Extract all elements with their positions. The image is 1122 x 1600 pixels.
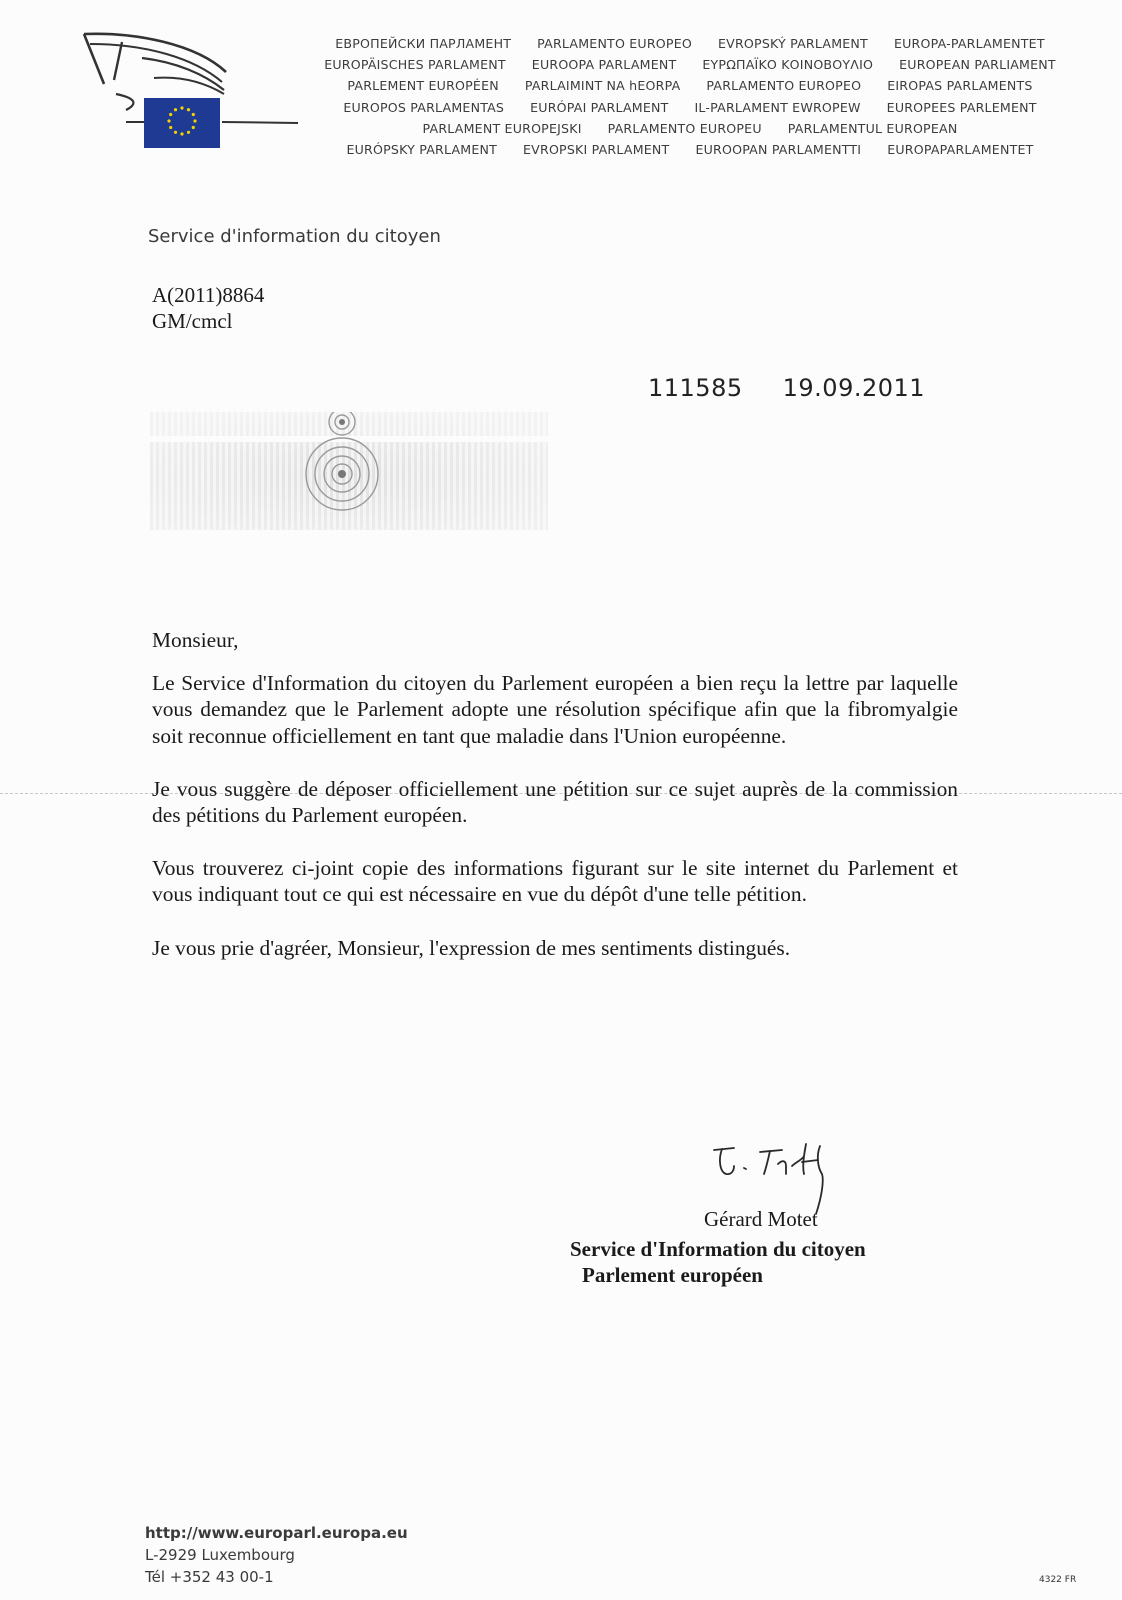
header-name: EUROPA-PARLAMENTET (893, 36, 1045, 51)
registration-stamp (648, 374, 925, 402)
header-row (290, 118, 1090, 139)
salutation: Monsieur, (152, 628, 239, 652)
footer-url[interactable]: http://www.europarl.europa.eu (145, 1524, 408, 1542)
letter-paragraph: Je vous prie d'agréer, Monsieur, l'expression de mes sentiments distingués. (152, 935, 791, 960)
header-name: PARLAMENTO EUROPEU (607, 120, 762, 136)
header-name: ЕВРОПЕЙСКИ ПАРЛАМЕНТ (335, 36, 512, 51)
header-name: EUROOPA PARLAMENT (531, 57, 677, 73)
header-name: EUROPOS PARLAMENTAS (343, 99, 505, 115)
signer-department: Service d'Information du citoyen (570, 1237, 866, 1261)
letter-body (152, 627, 958, 988)
reference-initials: GM/cmcl (152, 309, 233, 333)
header-name: PARLAMENT EUROPEJSKI (422, 120, 582, 136)
header-name: PARLAIMINT NA hEORPA (524, 78, 681, 94)
header-row (290, 54, 1090, 75)
signer-organisation: Parlement européen (582, 1263, 763, 1287)
letter-paragraph: Vous trouverez ci-joint copie des informations figurant sur le site internet du Parlement et vous indiquant tout ce qui est nécessaire en vue du dépôt d'une telle pétition. (152, 856, 958, 907)
header-name: PARLEMENT EUROPÉEN (347, 78, 499, 94)
letter-paragraph: Je vous suggère de déposer officiellement une pétition sur ce sujet auprès de la commission des pétitions du Parlement européen. (152, 776, 958, 828)
stamp-number: 111585 (648, 374, 743, 402)
header-name: EUROPAPARLAMENTET (887, 141, 1034, 157)
footer-phone: Tél +352 43 00-1 (145, 1568, 274, 1586)
parliament-names-header (290, 33, 1090, 160)
header-name: IL-PARLAMENT EWROPEW (694, 99, 861, 115)
header-row (290, 139, 1090, 160)
footer-contact (145, 1522, 408, 1588)
european-parliament-logo-icon (76, 22, 308, 158)
header-name: EUROPEAN PARLIAMENT (899, 57, 1056, 73)
header-name: EVROPSKÝ PARLAMENT (717, 36, 868, 51)
signer-name: Gérard Motet (704, 1207, 818, 1231)
stamp-date: 19.09.2011 (782, 374, 926, 402)
header-name: ΕΥΡΩΠΑΪΚΟ ΚΟΙΝΟΒΟΥΛΙΟ (702, 57, 874, 73)
header-row (290, 33, 1090, 54)
header-name: EUROPEES PARLEMENT (886, 99, 1037, 115)
reference-number: A(2011)8864 (152, 283, 265, 307)
header-name: EURÓPSKY PARLAMENT (346, 141, 498, 157)
header-name: EIROPAS PARLAMENTS (887, 78, 1033, 94)
header-name: EURÓPAI PARLAMENT (530, 99, 669, 115)
form-code: 4322 FR (1039, 1575, 1077, 1585)
header-name: PARLAMENTUL EUROPEAN (787, 120, 958, 136)
header-name: PARLAMENTO EUROPEO (706, 78, 862, 94)
header-name: EUROPÄISCHES PARLAMENT (324, 57, 506, 73)
header-name: EVROPSKI PARLAMENT (523, 141, 670, 157)
letter-paragraph: Le Service d'Information du citoyen du Parlement européen a bien reçu la lettre par laquelle vous demandez que le Parlement adopte une résolution spécifique afin que la fibromyalgie soit reconnue officiellement en tant que maladie dans l'Union européenne. (152, 671, 958, 748)
footer-address: L-2929 Luxembourg (145, 1546, 295, 1564)
redacted-address-area (150, 412, 548, 530)
header-row (290, 97, 1090, 118)
header-row (290, 75, 1090, 96)
reference-block (152, 282, 264, 334)
eu-flag (144, 98, 220, 148)
service-name: Service d'information du citoyen (148, 226, 441, 247)
header-name: PARLAMENTO EUROPEO (537, 36, 692, 51)
header-name: EUROOPAN PARLAMENTTI (695, 141, 862, 157)
